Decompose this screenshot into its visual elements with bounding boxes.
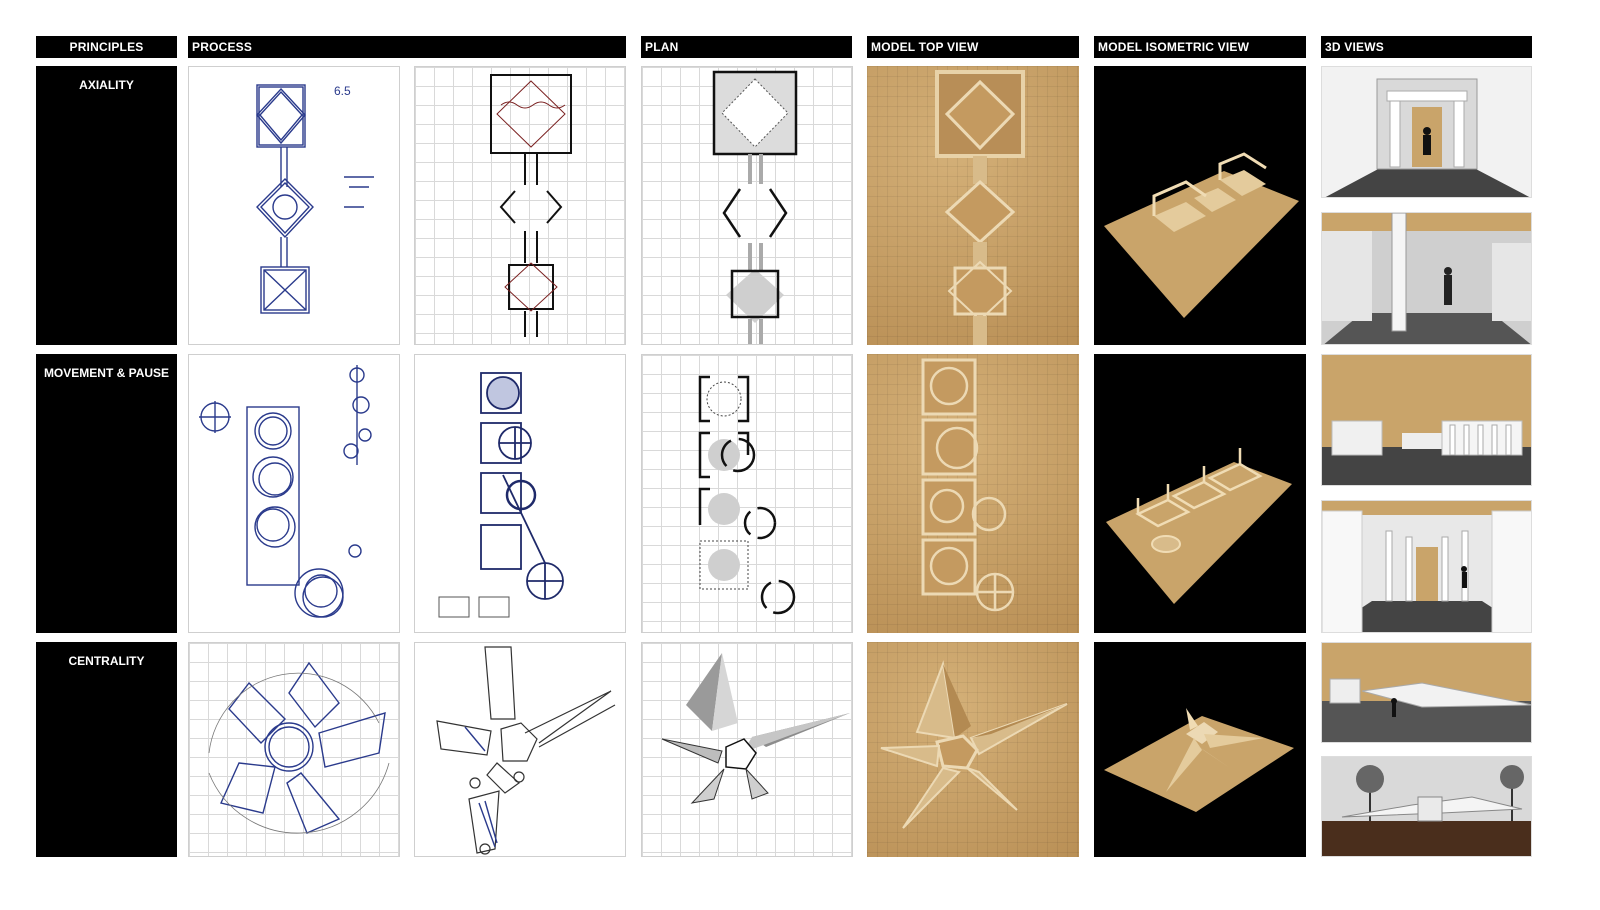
process-header: PROCESS [188, 36, 626, 58]
render-image [1322, 501, 1532, 633]
model-iso-axiality [1094, 66, 1306, 345]
model-top-centrality [867, 642, 1079, 857]
render-image [1322, 213, 1532, 345]
process-sketch-movement-1 [188, 354, 400, 633]
3d-view-movement-2 [1321, 500, 1532, 633]
plan-drawing [642, 643, 853, 857]
model-photo [867, 354, 1079, 633]
process-sketch-centrality-1 [188, 642, 400, 857]
3d-view-movement-1 [1321, 354, 1532, 486]
model-photo [1094, 642, 1306, 857]
model-photo [867, 66, 1079, 345]
render-image [1322, 643, 1532, 743]
principles-header: PRINCIPLES [36, 36, 177, 58]
plan-movement-pause [641, 354, 853, 633]
model-top-movement-pause [867, 354, 1079, 633]
sketch-drawing [189, 67, 400, 345]
principle-label: AXIALITY [79, 78, 134, 92]
render-image [1322, 757, 1532, 857]
render-image [1322, 67, 1532, 198]
sketch-drawing [189, 355, 400, 633]
process-sketch-axiality-2 [414, 66, 626, 345]
plan-header: PLAN [641, 36, 852, 58]
model-isometric-view-header: MODEL ISOMETRIC VIEW [1094, 36, 1306, 58]
3d-view-centrality-1 [1321, 642, 1532, 743]
3d-views-header: 3D VIEWS [1321, 36, 1532, 58]
render-image [1322, 355, 1532, 486]
model-iso-movement-pause [1094, 354, 1306, 633]
process-sketch-movement-2 [414, 354, 626, 633]
sketch-drawing [415, 355, 626, 633]
sketch-note: 6.5 [334, 84, 351, 98]
principle-centrality [36, 642, 177, 857]
principle-movement-pause [36, 354, 177, 633]
model-photo [1094, 66, 1306, 345]
principle-label: MOVEMENT & PAUSE [43, 366, 170, 380]
process-sketch-centrality-2 [414, 642, 626, 857]
principle-label: CENTRALITY [68, 654, 145, 668]
model-photo [867, 642, 1079, 857]
plan-drawing [642, 355, 853, 633]
model-top-axiality [867, 66, 1079, 345]
3d-view-axiality-2 [1321, 212, 1532, 345]
sketch-drawing [189, 643, 400, 857]
plan-drawing [642, 67, 853, 345]
sketch-drawing [415, 67, 626, 345]
3d-view-axiality-1 [1321, 66, 1532, 198]
model-photo [1094, 354, 1306, 633]
plan-axiality [641, 66, 853, 345]
3d-view-centrality-2 [1321, 756, 1532, 857]
sketch-drawing [415, 643, 626, 857]
principle-axiality [36, 66, 177, 345]
plan-centrality [641, 642, 853, 857]
model-iso-centrality [1094, 642, 1306, 857]
process-sketch-axiality-1 [188, 66, 400, 345]
model-top-view-header: MODEL TOP VIEW [867, 36, 1079, 58]
